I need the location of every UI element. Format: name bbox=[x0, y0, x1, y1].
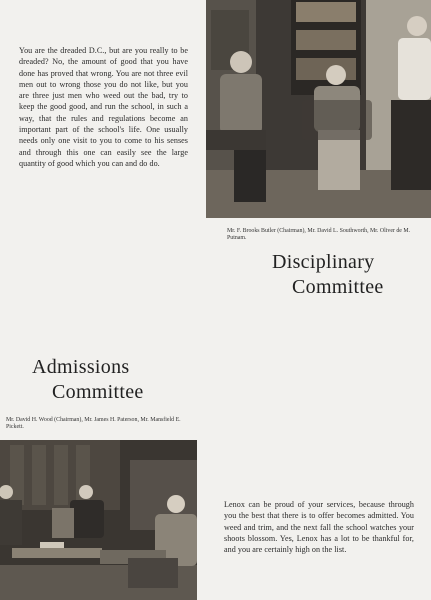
disciplinary-committee-photo bbox=[206, 0, 431, 218]
admissions-caption: Mr. David H. Wood (Chairman), Mr. James H. Paterson, Mr. Mansfield E. Pickett. bbox=[6, 417, 181, 431]
admissions-heading-line1: Admissions bbox=[32, 356, 130, 378]
disciplinary-paragraph: You are the dreaded D.C., but are you really to be dreaded? No, the amount of good that you have done has proved that wrong. You are not three evil men out to wrong those you do not like, but you are three just men who weed out the bad, try to keep the good good, and run the school, in such a way, that the rules and regulations become an important part of the school's life. One usually needs only one visit to you to come to his senses and through this one can easily see the large quantity of good which you can and do do. bbox=[19, 46, 188, 168]
admissions-heading-line2: Committee bbox=[52, 381, 144, 403]
disciplinary-heading-line1: Disciplinary bbox=[272, 251, 375, 273]
disciplinary-heading-line2: Committee bbox=[292, 276, 384, 298]
admissions-committee-photo bbox=[0, 440, 197, 600]
admissions-paragraph: Lenox can be proud of your services, because through you the best that there is to offer becomes admitted. You weed and trim, and the next fall the school watches your shoots blossom. Yes, Lenox has a lot to be thankful for, and you are certainly high on the list. bbox=[224, 500, 414, 555]
disciplinary-caption: Mr. F. Brooks Butler (Chairman), Mr. David L. Southworth, Mr. Oliver de M. Putnam. bbox=[227, 228, 411, 242]
